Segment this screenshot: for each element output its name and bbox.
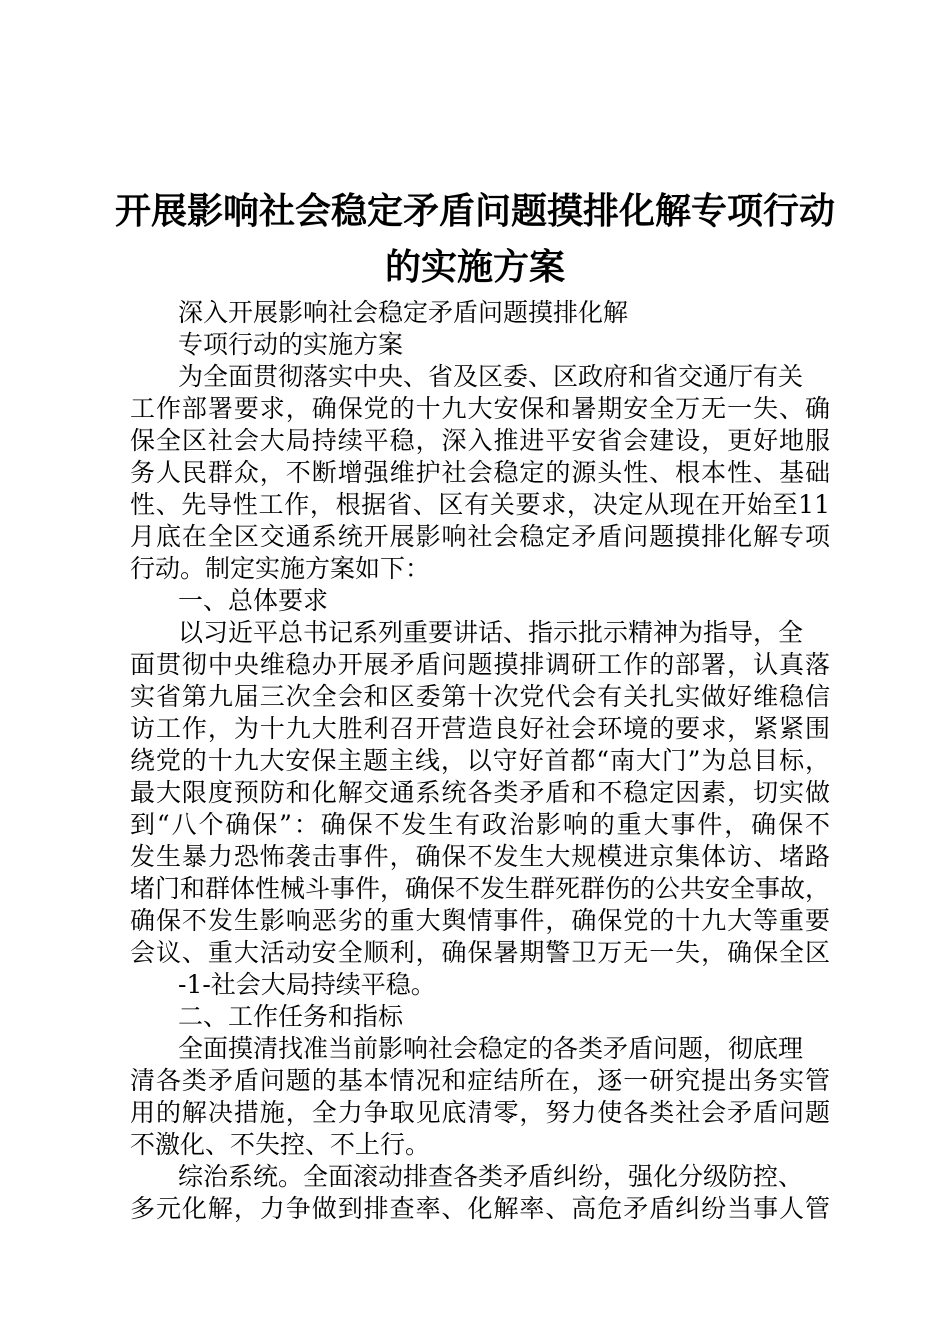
- body-line: 以习近平总书记系列重要讲话、指示批示精神为指导，全: [178, 618, 804, 647]
- section-heading: 一、总体要求: [178, 586, 329, 615]
- body-line: 保全区社会大局持续平稳，深入推进平安省会建设，更好地服: [130, 426, 830, 455]
- body-line: 到“八个确保”：确保不发生有政治影响的重大事件，确保不: [130, 810, 830, 839]
- body-line: 多元化解，力争做到排查率、化解率、高危矛盾纠纷当事人管: [130, 1194, 830, 1223]
- body-line: 面贯彻中央维稳办开展矛盾问题摸排调研工作的部署，认真落: [130, 650, 830, 679]
- body-line: 实省第九届三次全会和区委第十次党代会有关扎实做好维稳信: [130, 682, 830, 711]
- body-line: 堵门和群体性械斗事件，确保不发生群死群伤的公共安全事故，: [130, 874, 831, 903]
- body-line: 综治系统。全面滚动排查各类矛盾纠纷，强化分级防控、: [178, 1162, 804, 1191]
- document-title-line-2: 的实施方案: [384, 247, 565, 288]
- body-line: 访工作，为十九大胜利召开营造良好社会环境的要求，紧紧围: [130, 714, 830, 743]
- body-line: 用的解决措施，全力争取见底清零，努力使各类社会矛盾问题: [130, 1098, 830, 1127]
- page-number-line: -1-社会大局持续平稳。: [178, 970, 436, 999]
- body-line: 确保不发生影响恶劣的重大舆情事件，确保党的十九大等重要: [130, 906, 830, 935]
- body-line: 月底在全区交通系统开展影响社会稳定矛盾问题摸排化解专项: [130, 522, 830, 551]
- body-line: 发生暴力恐怖袭击事件，确保不发生大规模进京集体访、堵路: [130, 842, 830, 871]
- body-line: 绕党的十九大安保主题主线，以守好首都“南大门”为总目标，: [130, 746, 830, 775]
- body-line: 会议、重大活动安全顺利，确保暑期警卫万无一失，确保全区: [130, 938, 830, 967]
- body-line: 全面摸清找准当前影响社会稳定的各类矛盾问题，彻底理: [178, 1034, 804, 1063]
- body-line: 性、先导性工作，根据省、区有关要求，决定从现在开始至11: [130, 490, 830, 519]
- body-line: 最大限度预防和化解交通系统各类矛盾和不稳定因素，切实做: [130, 778, 830, 807]
- body-line: 行动。制定实施方案如下：: [130, 554, 431, 583]
- body-line: 清各类矛盾问题的基本情况和症结所在，逐一研究提出务实管: [130, 1066, 830, 1095]
- section-heading: 二、工作任务和指标: [178, 1002, 404, 1031]
- body-line: 为全面贯彻落实中央、省及区委、区政府和省交通厅有关: [178, 362, 804, 391]
- subtitle-line-1: 深入开展影响社会稳定矛盾问题摸排化解: [178, 298, 629, 327]
- document-title-line-1: 开展影响社会稳定矛盾问题摸排化解专项行动: [114, 191, 835, 232]
- body-line: 工作部署要求，确保党的十九大安保和暑期安全万无一失、确: [130, 394, 830, 423]
- body-line: 不激化、不失控、不上行。: [130, 1130, 431, 1159]
- body-line: 务人民群众，不断增强维护社会稳定的源头性、根本性、基础: [130, 458, 830, 487]
- subtitle-line-2: 专项行动的实施方案: [178, 330, 404, 359]
